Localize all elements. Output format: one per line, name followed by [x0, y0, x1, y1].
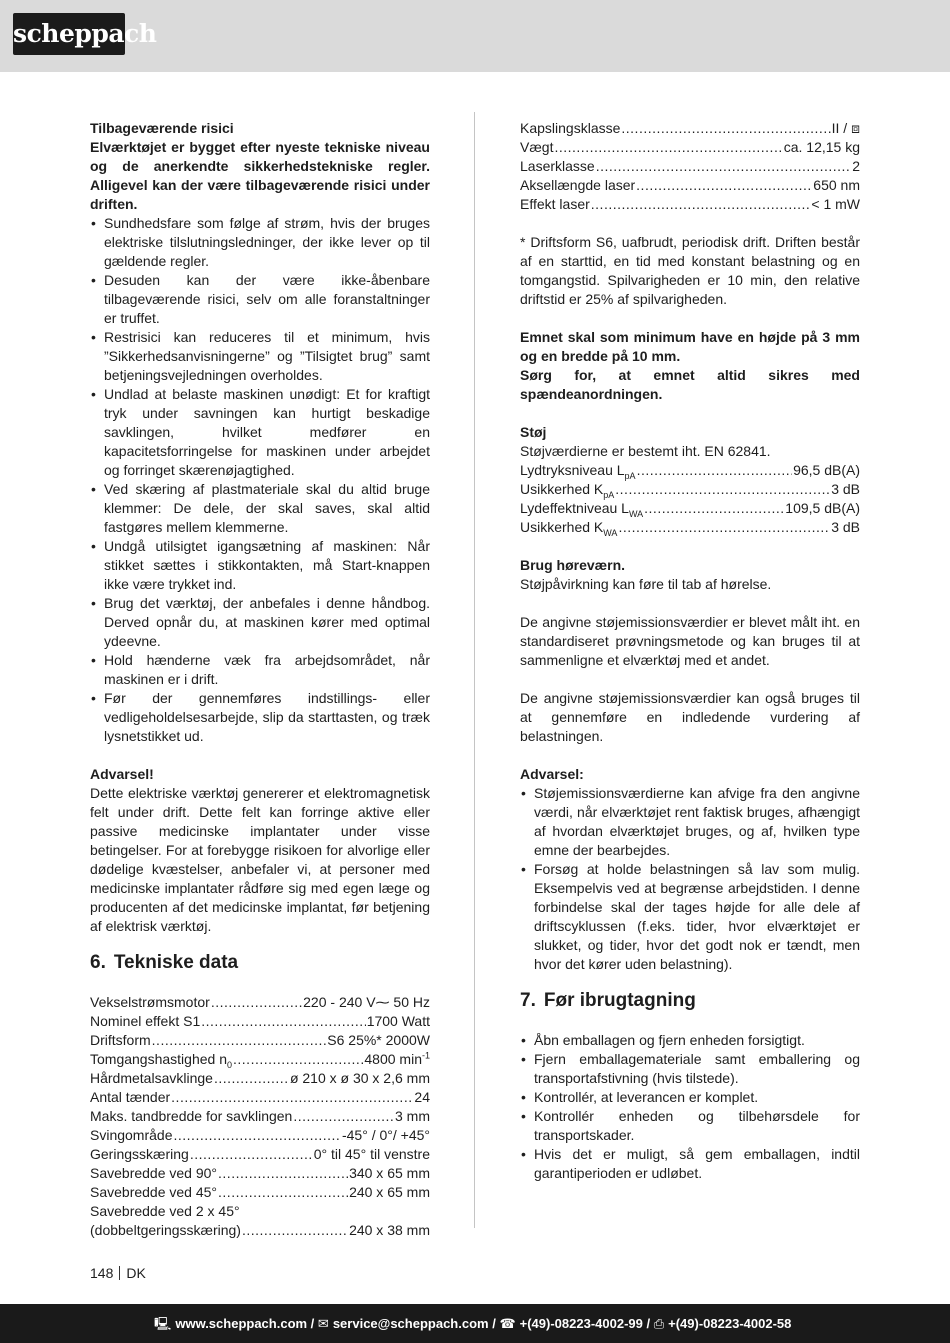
list-item: • Støjemissionsværdierne kan afvige fra den angivne værdi, når elværktøjet rent faktisk bruges, afhængigt af hvordan elværktøjet bruges, og af, hvilken type emne der bearbejdes. [520, 784, 860, 860]
noise-title: Støj [520, 424, 547, 440]
spec-table [90, 993, 430, 1240]
emission-paragraph-1: De angivne støjemissionsværdier er blevet målt iht. en standardiseret prøvningsmetode og kan bruges til at sammenligne et elværktøj med et andet. [520, 614, 860, 668]
list-item: • Brug det værktøj, der anbefales i denne håndbog. Derved opnår du, at maskinen kører med optimal ydeevne. [90, 594, 430, 651]
noise-row: Usikkerhed $K_{pA}$ ..... 3 dB [520, 480, 860, 499]
spec-row: Svingområde ..... -45° / 0°/ +45° [90, 1126, 430, 1145]
scheppach-logo: scheppach [13, 13, 125, 55]
spec-row: Aksellængde laser ..... 650 nm [520, 176, 860, 195]
list-item: • Undlad at belaste maskinen unødigt: Et for kraftigt tryk under savningen kan hurtigt beskadige savklingen, hvilket medfører en kapacitetsforringelse for maskinen under arbejdet og forringet skærenøjagtighed. [90, 385, 430, 480]
spec-row: Antal tænder ..... 24 [90, 1088, 430, 1107]
footer-phone: +(49)-08223-4002-99 / [519, 1316, 651, 1331]
emission-paragraph-2: De angivne støjemissionsværdier kan også bruges til at gennemføre en indledende vurdering af belastningen. [520, 690, 860, 744]
list-item: • Sundhedsfare som følge af strøm, hvis der bruges elektriske tilslutningsledninger, der ikke lever op til gældende regler. [90, 214, 430, 271]
list-item: • Åbn emballagen og fjern enheden forsigtigt. [520, 1031, 860, 1050]
list-item: • Hvis det er muligt, så gem emballagen, indtil garantiperioden er udløbet. [520, 1145, 860, 1183]
spec-row: Kapslingsklasse ..... II / ⧈ [520, 119, 860, 138]
spec-row: Savebredde ved 45° ..... 240 x 65 mm [90, 1183, 430, 1202]
spec-row: Maks. tandbredde for savklingen ..... 3 mm [90, 1107, 430, 1126]
duty-footnote: * Driftsform S6, uafbrudt, periodisk drift. Driften består af en starttid, en tid med konstant belastning og en tomgangstid. Spilvarigheden er 10 min, den relative driftstid er 25% af spilvarigheden. [520, 234, 860, 307]
spec-row: Vægt ..... ca. 12,15 kg [520, 138, 860, 157]
spec-row: Effekt laser ..... < 1 mW [520, 195, 860, 214]
risks-title: Tilbageværende risici [90, 120, 234, 136]
list-item: • Fjern emballagemateriale samt emballering og transportafstivning (hvis tilstede). [520, 1050, 860, 1088]
risks-list [90, 214, 430, 746]
spec-row: Nominel effekt S1 ..... 1700 Watt [90, 1012, 430, 1031]
list-item: • Ved skæring af plastmateriale skal du altid bruge klemmer: De dele, der skal saves, skal altid fastgøres mellem klemmerne. [90, 480, 430, 537]
spec-row: Laserklasse ..... 2 [520, 157, 860, 176]
spec-table-continued [520, 119, 860, 214]
spec-row: Savebredde ved 90° ..... 340 x 65 mm [90, 1164, 430, 1183]
footer-contacts [154, 1304, 791, 1343]
list-item: • Hold hænderne væk fra arbejdsområdet, når maskinen er i drift. [90, 651, 430, 689]
workpiece-note-2: Sørg for, at emnet altid sikres med spændeanordningen. [520, 367, 860, 402]
list-item: • Kontrollér enheden og tilbehørsdele for transportskader. [520, 1107, 860, 1145]
left-column [90, 119, 430, 1240]
list-item: • Restrisici kan reduceres til et minimum, hvis ”Sikkerhedsanvisningerne” og ”Tilsigtet brug” samt betjeningsvejledningen overholdes. [90, 328, 430, 385]
list-item: • Desuden kan der være ikke-åbenbare tilbageværende risici, selv om alle foranstaltninger er truffet. [90, 271, 430, 328]
noise-row: Usikkerhed $K_{WA}$ ..... 3 dB [520, 518, 860, 537]
spec-row: (dobbeltgeringsskæring) ..... 240 x 38 mm [90, 1221, 430, 1240]
noise-intro: Støjværdierne er bestemt iht. EN 62841. [520, 443, 771, 459]
spec-row: Vekselstrømsmotor ..... 220 - 240 V⁓ 50 Hz [90, 993, 430, 1012]
footer-band [0, 1304, 950, 1343]
hearing-title: Brug høreværn. [520, 557, 626, 573]
hearing-text: Støjpåvirkning kan føre til tab af hørelse. [520, 576, 772, 592]
footer-fax: +(49)-08223-4002-58 [668, 1316, 792, 1331]
page-number: 148 DK [90, 1265, 146, 1281]
noise-row: Lydtryksniveau $L_{pA}$ ..... 96,5 dB(A) [520, 461, 860, 480]
noise-table [520, 461, 860, 537]
steps-list [520, 1031, 860, 1183]
mail-icon: ✉ [317, 1316, 329, 1331]
warning-title-right: Advarsel: [520, 766, 584, 782]
risks-intro: Elværktøjet er bygget efter nyeste tekniske niveau og de anerkendte sikkerhedstekniske regler. Alligevel kan der være tilbageværende risici under driften. [90, 139, 430, 212]
spec-row: Geringsskæring ..... 0° til 45° til venstre [90, 1145, 430, 1164]
fax-icon: ⎙ [653, 1316, 665, 1331]
list-item: • Forsøg at holde belastningen så lav som mulig. Eksempelvis ved at begrænse arbejdstiden. I denne forbindelse skal der tages højde for alle dele af driftscyklussen (f.eks. tider, hvor elværktøjet er slukket, og tider, hvor det godt nok er tændt, men hvor det kører uden belastning). [520, 860, 860, 974]
footer-web[interactable]: www.scheppach.com / [175, 1316, 315, 1331]
noise-row: Lydeffektniveau $L_{WA}$ ..... 109,5 dB(A) [520, 499, 860, 518]
list-item: • Kontrollér, at leverancen er komplet. [520, 1088, 860, 1107]
spec-row-label-line: Savebredde ved 2 x 45° [90, 1203, 240, 1219]
spec-row: Tomgangshastighed $n_0$ ..... 4800 $\min^{-1}$ [90, 1050, 430, 1069]
header-band [0, 0, 950, 72]
workpiece-note: Emnet skal som minimum have en højde på 3 mm og en bredde på 10 mm. [520, 329, 860, 364]
list-item: • Før der gennemføres indstillings- eller vedligeholdelsesarbejde, slip da starttasten, og træk lysnetstikket ud. [90, 689, 430, 746]
list-item: • Undgå utilsigtet igangsætning af maskinen: Når stikket sættes i stikkontakten, må Start-knappen ikke være trykket ind. [90, 537, 430, 594]
computer-icon: 🖳 [154, 1316, 172, 1331]
spec-row: Driftsform ..... S6 25%* 2000W [90, 1031, 430, 1050]
warnings-list [520, 784, 860, 974]
section-heading-technical-data: 6. Tekniske data [90, 952, 239, 973]
spec-row: Hårdmetalsavklinge ..... ø 210 x ø 30 x 2,6 mm [90, 1069, 430, 1088]
section-heading-before-use: 7. Før ibrugtagning [520, 990, 696, 1011]
warning-title: Advarsel! [90, 766, 154, 782]
footer-mail[interactable]: service@scheppach.com / [332, 1316, 496, 1331]
phone-icon: ☎ [499, 1316, 516, 1331]
right-column [520, 119, 860, 1183]
warning-text: Dette elektriske værktøj genererer et elektromagnetisk felt under drift. Dette felt kan forringe aktive eller passive medicinske implantater under visse betingelser. For at forebygge risikoen for alvorlige eller dødelige kvæstelser, anbefaler vi, at personer med medicinske implantater rådføre sig med egen læge og producenten af det medicinske implantat, før betjening af elektrisk værktøj. [90, 785, 430, 934]
column-divider [474, 112, 475, 1228]
